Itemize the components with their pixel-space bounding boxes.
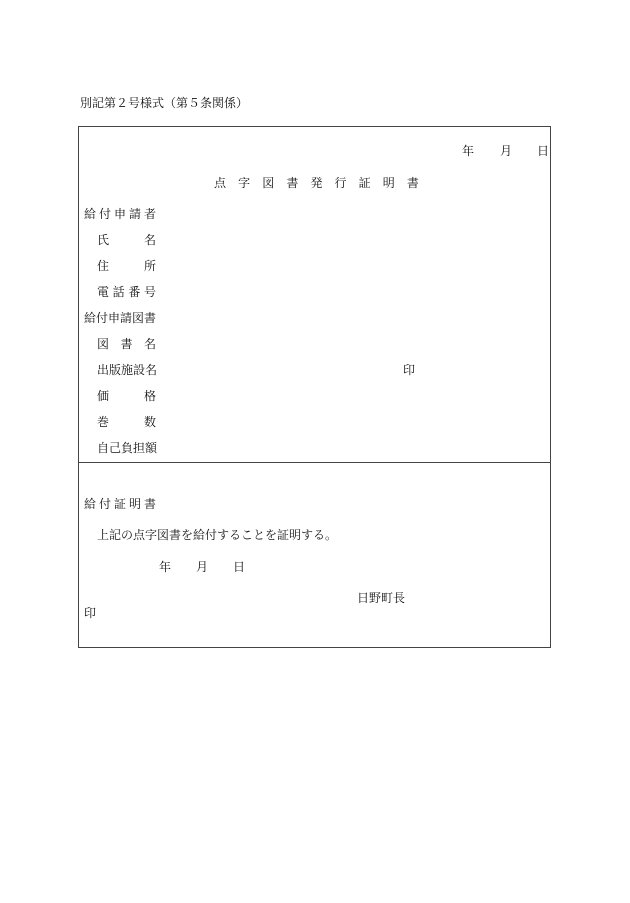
document-title: 点 字 図 書 発 行 証 明 書	[214, 176, 419, 190]
certificate-date-day: 日	[233, 560, 246, 574]
field-publisher-label: 出版施設名	[97, 363, 158, 377]
field-phone-label: 電 話 番 号	[97, 285, 156, 299]
field-price-label: 価 格	[97, 389, 156, 403]
header-date-day: 日	[537, 144, 550, 158]
mayor-seal-mark: 印	[84, 606, 97, 620]
field-name-label: 氏 名	[97, 233, 156, 247]
field-book-title-label: 図 書 名	[97, 337, 156, 351]
certificate-statement: 上記の点字図書を給付することを証明する。	[97, 528, 338, 542]
field-volumes-label: 巻 数	[97, 415, 156, 429]
section-divider	[78, 462, 551, 463]
mayor-title: 日野町長	[357, 591, 406, 605]
field-self-pay-label: 自己負担額	[97, 441, 158, 455]
certificate-form-frame	[78, 126, 551, 648]
certificate-heading: 給 付 証 明 書	[84, 497, 156, 511]
field-address-label: 住 所	[97, 259, 156, 273]
publisher-seal-mark: 印	[403, 363, 416, 377]
applicant-heading: 給 付 申 請 者	[84, 207, 156, 221]
form-label: 別記第２号様式（第５条関係）	[80, 96, 249, 110]
header-date-month: 月	[500, 144, 513, 158]
header-date-year: 年	[462, 144, 475, 158]
certificate-date-month: 月	[196, 560, 209, 574]
book-heading: 給付申請図書	[84, 311, 157, 325]
certificate-date-year: 年	[159, 560, 172, 574]
